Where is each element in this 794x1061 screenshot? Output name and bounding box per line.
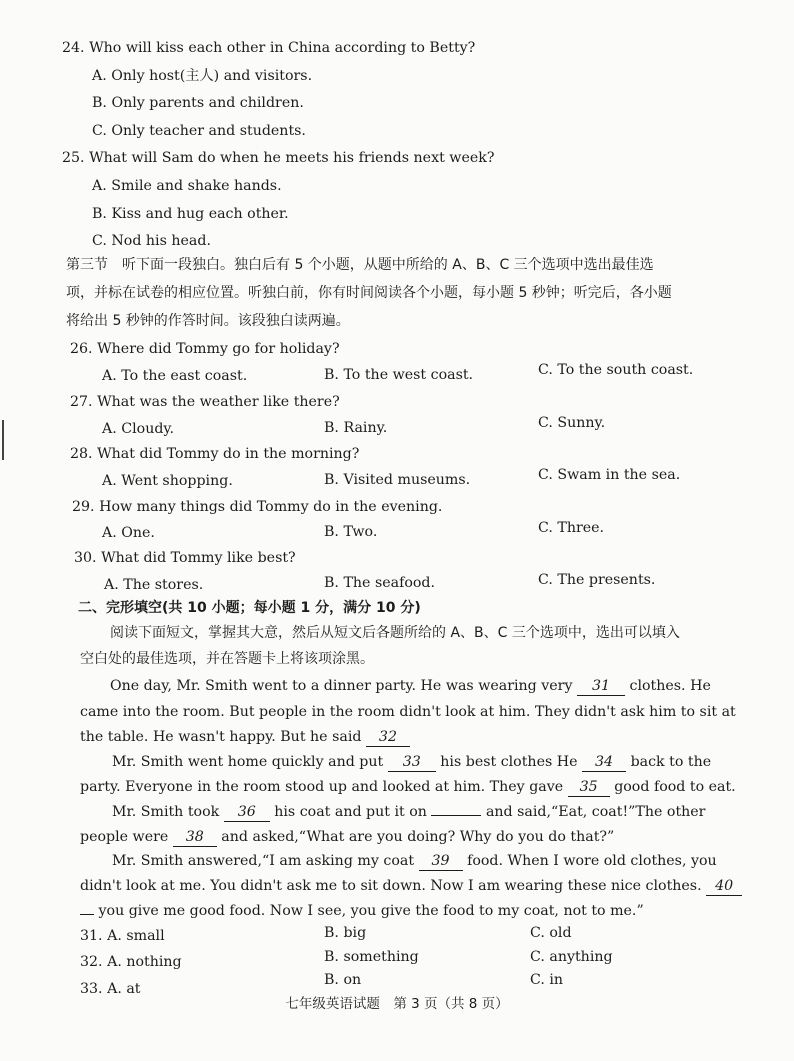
- passage-line-2: came into the room. But people in the room didn't look at him. They didn't ask him to sit at: [80, 704, 736, 720]
- passage-line-6: [112, 802, 705, 822]
- blank-40-continued: [80, 914, 94, 915]
- question-25-option-c: C. Nod his head.: [92, 233, 211, 249]
- question-27-option-c: C. Sunny.: [538, 415, 606, 431]
- question-25-option-a: A. Smile and shake hands.: [92, 178, 282, 194]
- passage-line-7: [80, 827, 614, 847]
- section3-instruction-line2: 项，并标在试卷的相应位置。听独白前，你有时间阅读各个小题，每小题 5 秒钟；听完后，各小题: [66, 285, 672, 301]
- question-26-stem: 26. Where did Tommy go for holiday?: [70, 341, 340, 357]
- blank-38: 38: [173, 829, 217, 847]
- question-27-option-a: A. Cloudy.: [102, 421, 175, 437]
- passage-line-9: [80, 876, 742, 896]
- question-27-stem: 27. What was the weather like there?: [70, 394, 340, 410]
- question-29-option-b: B. Two.: [324, 524, 378, 540]
- passage-line-4: [112, 752, 711, 772]
- question-30-option-c: C. The presents.: [538, 572, 656, 588]
- question-28-option-a: A. Went shopping.: [102, 473, 233, 489]
- passage-text: his best clothes He: [440, 754, 578, 770]
- passage-text: his coat and put it on: [274, 804, 427, 820]
- question-29-option-a: A. One.: [102, 525, 155, 541]
- passage-text: Mr. Smith went home quickly and put: [112, 754, 384, 770]
- passage-text: back to the: [630, 754, 712, 770]
- question-31-option-b: B. big: [324, 925, 367, 941]
- page-footer: 七年级英语试题 第 3 页（共 8 页）: [285, 996, 509, 1012]
- question-30-option-b: B. The seafood.: [324, 575, 436, 591]
- question-26-option-c: C. To the south coast.: [538, 362, 694, 378]
- question-31-option-c: C. old: [530, 925, 572, 941]
- passage-line-10: [80, 901, 644, 921]
- blank-33: 33: [388, 754, 436, 772]
- question-33-option-b: B. on: [324, 972, 362, 988]
- part2-instruction-line1: 阅读下面短文，掌握其大意，然后从短文后各题所给的 A、B、C 三个选项中，选出可以填入: [110, 625, 680, 641]
- section3-instruction-line3: 将给出 5 秒钟的作答时间。该段独白读两遍。: [66, 313, 350, 329]
- passage-text: and said,“Eat, coat!”The other: [485, 804, 706, 820]
- passage-text: Mr. Smith took: [112, 804, 220, 820]
- section3-instruction-line1: 第三节 听下面一段独白。独白后有 5 个小题，从题中所给的 A、B、C 三个选项中选出最佳选: [66, 257, 654, 273]
- question-24-option-c: C. Only teacher and students.: [92, 123, 306, 139]
- question-29-stem: 29. How many things did Tommy do in the evening.: [72, 499, 443, 515]
- passage-text: the table. He wasn't happy. But he said: [80, 729, 362, 745]
- passage-text: and asked,“What are you doing? Why do you do that?”: [221, 829, 615, 845]
- blank-37: [431, 815, 481, 816]
- question-33-option-a: 33. A. at: [80, 981, 141, 997]
- question-24-option-a: A. Only host(主人) and visitors.: [92, 68, 313, 84]
- question-30-option-a: A. The stores.: [104, 577, 204, 593]
- question-26-option-b: B. To the west coast.: [324, 367, 474, 383]
- passage-line-5: [80, 777, 736, 797]
- blank-34: 34: [582, 754, 626, 772]
- passage-text: One day, Mr. Smith went to a dinner party. He was wearing very: [110, 678, 573, 694]
- question-25-option-b: B. Kiss and hug each other.: [92, 206, 289, 222]
- blank-36: 36: [224, 804, 270, 822]
- question-28-option-b: B. Visited museums.: [324, 472, 471, 488]
- question-24-stem: 24. Who will kiss each other in China according to Betty?: [62, 40, 476, 56]
- question-32-option-b: B. something: [324, 949, 419, 965]
- passage-text: didn't look at me. You didn't ask me to sit down. Now I am wearing these nice clothes.: [80, 878, 702, 894]
- question-27-option-b: B. Rainy.: [324, 420, 388, 436]
- question-29-option-c: C. Three.: [538, 520, 605, 536]
- question-24-option-b: B. Only parents and children.: [92, 95, 304, 111]
- passage-text: food. When I wore old clothes, you: [467, 853, 717, 869]
- question-26-option-a: A. To the east coast.: [102, 368, 248, 384]
- question-25-stem: 25. What will Sam do when he meets his friends next week?: [62, 150, 495, 166]
- blank-32: 32: [366, 729, 410, 747]
- passage-text: you give me good food. Now I see, you give the food to my coat, not to me.”: [98, 903, 644, 919]
- part2-instruction-line2: 空白处的最佳选项，并在答题卡上将该项涂黑。: [80, 651, 374, 667]
- passage-text: good food to eat.: [614, 779, 736, 795]
- passage-text: clothes. He: [629, 678, 711, 694]
- blank-35: 35: [568, 779, 610, 797]
- question-33-option-c: C. in: [530, 972, 564, 988]
- passage-text: people were: [80, 829, 169, 845]
- question-28-stem: 28. What did Tommy do in the morning?: [70, 446, 360, 462]
- question-28-option-c: C. Swam in the sea.: [538, 467, 681, 483]
- part2-heading: 二、完形填空(共 10 小题；每小题 1 分，满分 10 分): [78, 600, 421, 616]
- scan-margin-mark: [2, 420, 4, 460]
- passage-line-3: [80, 727, 410, 747]
- passage-text: party. Everyone in the room stood up and looked at him. They gave: [80, 779, 564, 795]
- question-32-option-c: C. anything: [530, 949, 613, 965]
- passage-text: Mr. Smith answered,“I am asking my coat: [112, 853, 415, 869]
- blank-31: 31: [577, 678, 625, 696]
- question-31-option-a: 31. A. small: [80, 928, 165, 944]
- blank-40: 40: [706, 878, 742, 896]
- question-32-option-a: 32. A. nothing: [80, 954, 182, 970]
- question-30-stem: 30. What did Tommy like best?: [74, 550, 296, 566]
- passage-line-1: [110, 676, 711, 696]
- passage-line-8: [112, 851, 717, 871]
- blank-39: 39: [419, 853, 463, 871]
